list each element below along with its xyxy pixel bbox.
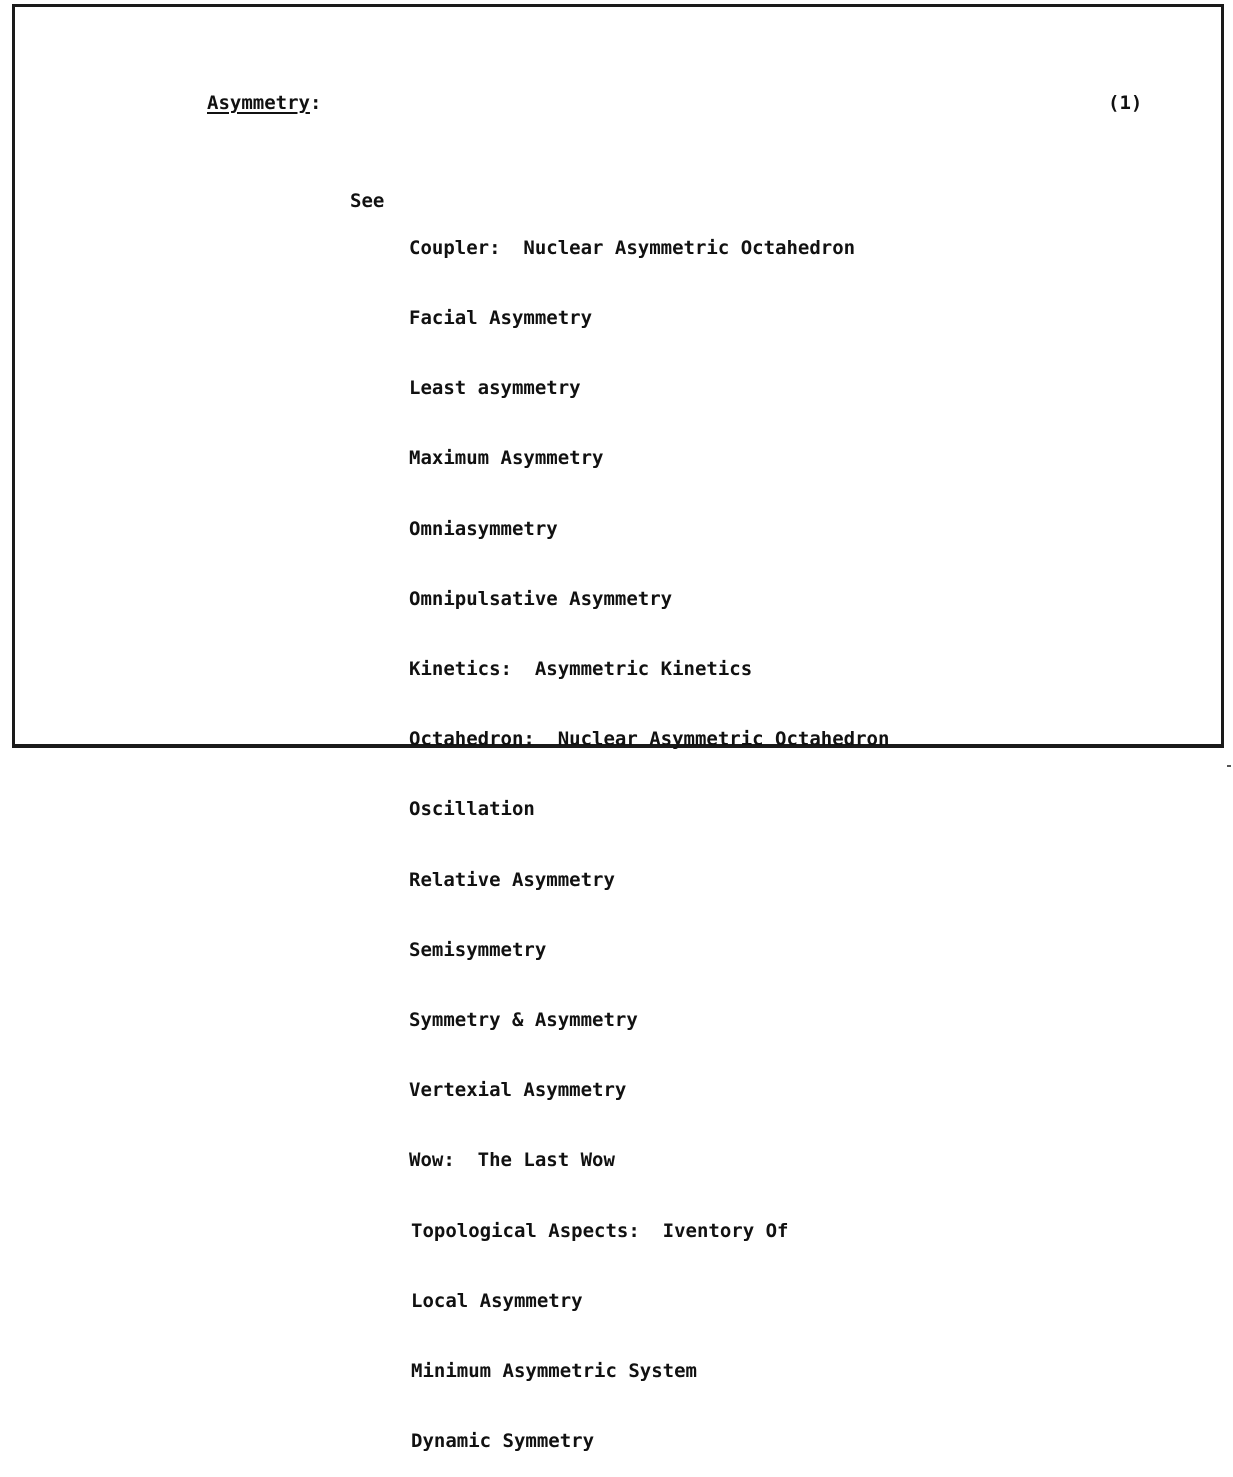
cross-reference-item: Wow: The Last Wow <box>409 1149 615 1172</box>
cross-reference-item: Facial Asymmetry <box>409 307 593 330</box>
cross-reference-item: Coupler: Nuclear Asymmetric Octahedron <box>409 236 856 259</box>
cross-reference-item: Octahedron: Nuclear Asymmetric Octahedron <box>409 728 890 751</box>
cross-reference-item: Minimum Asymmetric System <box>411 1360 697 1383</box>
cross-reference-item: Topological Aspects: Iventory Of <box>411 1219 789 1242</box>
cross-reference-item: Maximum Asymmetry <box>409 447 604 470</box>
cross-reference-item: Local Asymmetry <box>411 1289 583 1312</box>
cross-reference-item: Kinetics: Asymmetric Kinetics <box>409 658 753 681</box>
cross-reference-item: Oscillation <box>409 798 535 821</box>
see-prefix: See <box>350 190 385 212</box>
scan-edge-mark <box>1227 765 1231 767</box>
cross-reference-item: Symmetry & Asymmetry <box>409 1009 638 1032</box>
entry-heading <box>207 91 321 115</box>
cross-reference-item: Omnipulsative Asymmetry <box>409 587 673 610</box>
page-number: (1) <box>1108 92 1143 114</box>
cross-reference-item: Relative Asymmetry <box>409 868 615 891</box>
cross-reference-item: Dynamic Symmetry <box>411 1430 595 1453</box>
cross-reference-item: Omniasymmetry <box>409 517 558 540</box>
entry-heading-word: Asymmetry <box>207 92 310 114</box>
cross-reference-item: Least asymmetry <box>409 377 581 400</box>
entry-heading-colon: : <box>309 92 322 114</box>
cross-reference-item: Semisymmetry <box>409 938 547 961</box>
cross-reference-list <box>409 190 889 1477</box>
cross-reference-item: Vertexial Asymmetry <box>409 1079 627 1102</box>
